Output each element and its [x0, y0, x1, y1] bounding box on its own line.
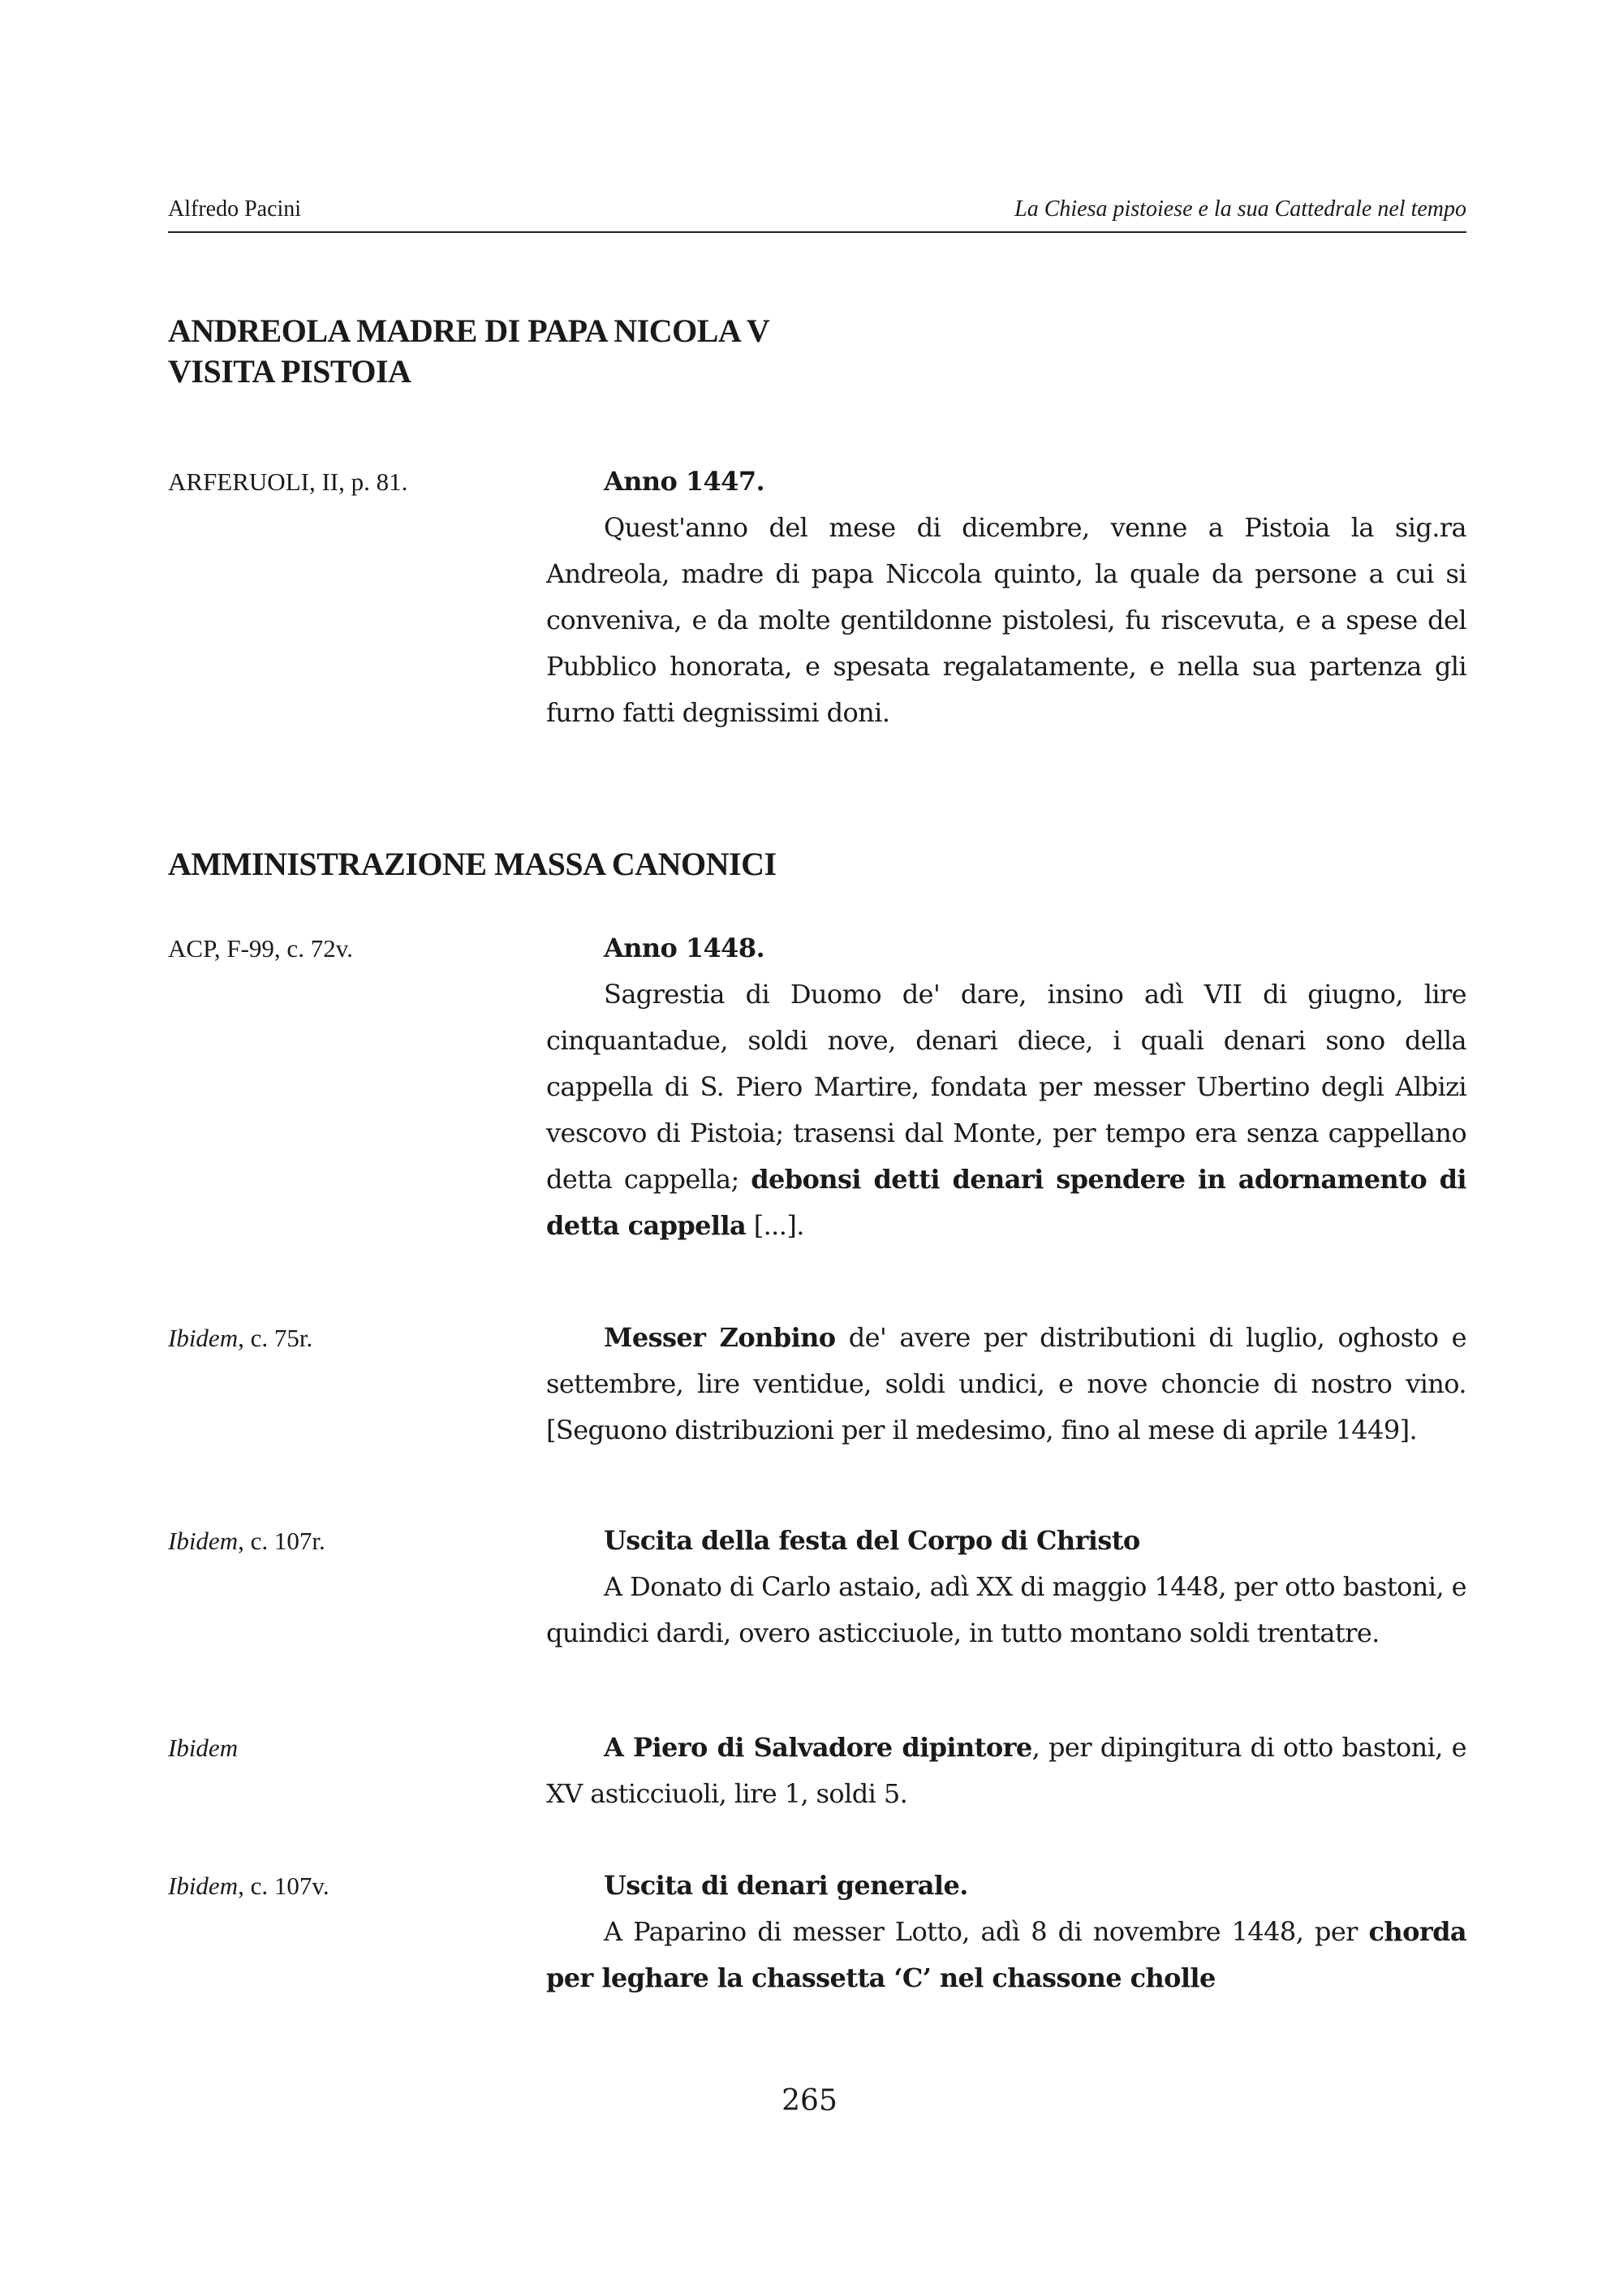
running-head-book-title: La Chiesa pistoiese e la sua Cattedrale nel tempo [1014, 196, 1466, 222]
entry-body [546, 1863, 1466, 2001]
source-reference-ibidem: Ibidem [168, 1324, 239, 1352]
source-reference [168, 1315, 312, 1361]
section-title-line: VISITA PISTOIA [168, 353, 411, 390]
header-rule [168, 231, 1466, 233]
entry-text-plain: Sagrestia di Duomo de' dare, insino adì VII di giugno, lire cinquantadue, soldi nove, denari diece, i quali denari sono della cappella di S. Piero Martire, fondata per messer Ubertino degli Albizi vescovo di Pistoia; trasensi dal Monte, per tempo era senza cappellano detta cappella; [546, 979, 1466, 1195]
source-reference-text: ARFERUOLI, II, p. 81. [168, 467, 408, 496]
section-title-andreola [168, 311, 769, 392]
entry-heading: Anno 1448. [604, 933, 765, 963]
running-head-author: Alfredo Pacini [168, 196, 302, 222]
source-reference-ibidem: Ibidem [168, 1527, 239, 1555]
source-reference-text: , c. 75r. [238, 1324, 313, 1352]
entry-text: A Donato di Carlo astaio, adì XX di maggio 1448, per otto bastoni, e quindici dardi, overo asticciuole, in tutto montano soldi trentatre. [546, 1571, 1466, 1648]
section-title-line: ANDREOLA MADRE DI PAPA NICOLA V [168, 312, 770, 349]
entry-text [546, 1909, 1466, 2001]
entry-text: Quest'anno del mese di dicembre, venne a Pistoia la sig.ra Andreola, madre di papa Niccola quinto, la quale da persone a cui si conveniva, e da molte gentildonne pistolesi, fu riscevuta, e a spese del Pubblico honorata, e spesata regalatamente, e nella sua partenza gli furno fatti degnissimi doni. [546, 512, 1466, 728]
section-title-amministrazione [168, 844, 777, 885]
entry-body [546, 1518, 1466, 1656]
source-reference [168, 459, 407, 505]
entry-text [546, 1315, 1466, 1454]
source-reference [168, 925, 353, 971]
source-reference-text: , c. 107r. [238, 1527, 325, 1555]
source-reference-ibidem: Ibidem [168, 1734, 239, 1762]
entry-body [546, 1725, 1466, 1817]
entry-text-bold: debonsi detti denari spendere in adornamento di detta cappella [546, 1164, 1466, 1241]
entry-text [546, 971, 1466, 1249]
entry-body [546, 459, 1466, 736]
entry-text-plain: A Paparino di messer Lotto, adì 8 di novembre 1448, per [604, 1916, 1369, 1947]
entry-body [546, 1315, 1466, 1454]
source-reference [168, 1518, 325, 1564]
entry-heading: Uscita della festa del Corpo di Christo [604, 1525, 1140, 1556]
source-reference [168, 1725, 238, 1771]
entry-text [546, 1725, 1466, 1817]
page-number: 265 [782, 2084, 837, 2117]
entry-body [546, 925, 1466, 1249]
source-reference-ibidem: Ibidem [168, 1872, 239, 1900]
source-reference-text: , c. 107v. [238, 1872, 329, 1900]
entry-heading: Anno 1447. [604, 466, 765, 497]
entry-text-plain: de' avere per distributioni di luglio, oghosto e settembre, lire ventidue, soldi undici, e nove choncie di nostro vino. [Seguono distribuzioni per il medesimo, fino al mese di aprile 1449]. [546, 1322, 1466, 1445]
source-reference [168, 1863, 329, 1909]
entry-heading: Uscita di denari generale. [604, 1870, 968, 1901]
entry-text-tail: [...]. [746, 1210, 804, 1241]
section-title-line: AMMINISTRAZIONE MASSA CANONICI [168, 846, 777, 882]
entry-lead-bold: Messer Zonbino [604, 1322, 836, 1353]
entry-text-plain: , per dipingitura di otto bastoni, e XV asticciuoli, lire 1, soldi 5. [546, 1732, 1466, 1809]
entry-text-bold: chorda per leghare la chassetta ‘C’ nel chassone cholle [546, 1916, 1466, 1993]
entry-lead-bold: A Piero di Salvadore dipintore [604, 1732, 1032, 1763]
source-reference-text: ACP, F-99, c. 72v. [168, 934, 353, 963]
